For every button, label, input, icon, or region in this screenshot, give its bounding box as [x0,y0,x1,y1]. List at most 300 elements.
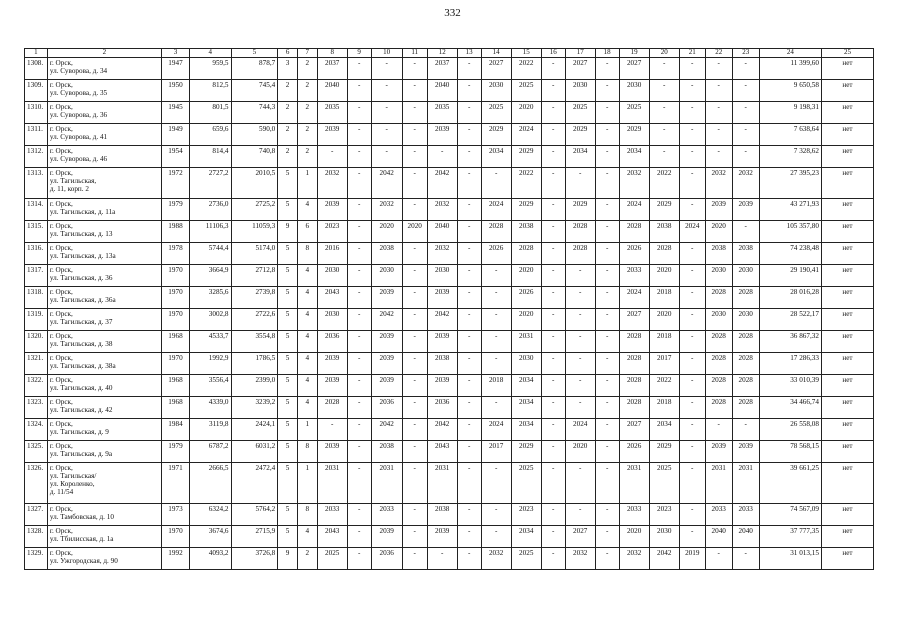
table-cell: 2040 [427,221,457,243]
table-cell: 2028 [649,243,679,265]
address-line: ул. Тагильская, д. 42 [49,406,113,415]
table-cell: 2019 [679,548,705,570]
table-cell: - [541,397,565,419]
table-cell: - [402,331,427,353]
table-cell: 2028 [705,353,732,375]
table-cell: 2028 [705,287,732,309]
column-header: 20 [649,49,679,58]
table-cell: нет [821,168,873,199]
table-cell: 2038 [427,353,457,375]
table-row [25,463,874,504]
table-cell: 2027 [565,58,595,80]
table-cell: - [457,463,481,504]
address-cell [47,309,161,331]
table-cell: 6324,2 [190,504,232,526]
table-cell: 11059,3 [231,221,278,243]
table-cell: 74 238,48 [759,243,821,265]
table-cell: 3726,8 [231,548,278,570]
table-cell: 1950 [161,80,189,102]
address-cell [47,146,161,168]
table-cell: 2032 [732,168,759,199]
table-cell: 4 [297,397,317,419]
address-line: д. 11, корп. 2 [49,185,89,194]
address-cell [47,265,161,287]
table-cell: нет [821,287,873,309]
table-cell: 5744,4 [190,243,232,265]
row-number: 1324. [25,419,48,441]
table-cell: 43 271,93 [759,199,821,221]
table-cell: 5 [278,353,298,375]
table-cell: 2039 [732,199,759,221]
address-cell [47,375,161,397]
column-header: 5 [231,49,278,58]
table-cell: - [347,287,371,309]
table-cell: 11 399,60 [759,58,821,80]
table-cell: 2022 [649,375,679,397]
row-number: 1309. [25,80,48,102]
table-cell: 4339,0 [190,397,232,419]
table-cell: - [679,80,705,102]
table-cell: - [595,463,619,504]
table-cell: 7 638,64 [759,124,821,146]
table-cell: 2038 [371,441,402,463]
table-cell: 33 010,39 [759,375,821,397]
table-cell: 659,6 [190,124,232,146]
table-cell: 3556,4 [190,375,232,397]
address-line: г. Орск, [49,442,73,450]
table-cell: 2030 [317,309,347,331]
address-cell [47,397,161,419]
table-cell: нет [821,441,873,463]
table-cell: 2028 [732,353,759,375]
table-cell: - [481,397,511,419]
table-cell: - [541,526,565,548]
table-cell: 878,7 [231,58,278,80]
table-cell: 4 [297,526,317,548]
table-cell: 5 [278,287,298,309]
table-row [25,199,874,221]
table-cell: 2039 [317,441,347,463]
table-cell: 2036 [371,397,402,419]
address-line: г. Орск, [49,147,73,155]
table-cell: 1971 [161,463,189,504]
address-line: г. Орск, [49,310,73,318]
table-cell: 2023 [511,504,541,526]
table-cell: - [541,353,565,375]
table-cell: 2024 [511,124,541,146]
table-row [25,309,874,331]
address-line: ул. Суворова, д. 36 [49,111,108,120]
table-body [25,58,874,570]
table-cell: 1968 [161,397,189,419]
table-cell: - [705,102,732,124]
table-cell: 5 [278,419,298,441]
table-cell: 5764,2 [231,504,278,526]
table-cell: - [679,199,705,221]
table-cell: 2025 [565,102,595,124]
table-cell: 2032 [565,548,595,570]
address-line: г. Орск, [49,354,73,362]
table-cell: - [457,265,481,287]
table-cell: - [317,146,347,168]
table-cell: 2042 [427,419,457,441]
table-cell: 2029 [565,199,595,221]
table-cell: - [732,102,759,124]
table-cell: - [732,548,759,570]
address-cell [47,331,161,353]
table-cell: 2030 [705,265,732,287]
table-cell: - [457,221,481,243]
address-line: г. Орск, [49,288,73,296]
table-cell: 2034 [619,146,649,168]
table-cell: - [595,243,619,265]
table-cell: 2034 [511,397,541,419]
table-cell: 2018 [649,331,679,353]
table-cell: 26 558,08 [759,419,821,441]
table-cell: 78 568,15 [759,441,821,463]
table-cell: 1970 [161,309,189,331]
table-cell: - [541,463,565,504]
table-cell: 28 522,17 [759,309,821,331]
table-row [25,504,874,526]
table-cell: - [347,124,371,146]
address-cell [47,199,161,221]
address-cell [47,124,161,146]
table-cell: - [402,80,427,102]
table-cell: 2042 [427,168,457,199]
table-cell: 2024 [481,419,511,441]
table-cell: - [541,58,565,80]
table-cell: - [565,463,595,504]
table-cell: - [402,463,427,504]
table-cell: - [679,441,705,463]
table-cell: 2032 [427,243,457,265]
table-cell: 2034 [511,419,541,441]
address-line: ул. Короленко, [49,480,95,489]
page-number: 332 [444,7,461,19]
table-cell: 2 [278,146,298,168]
table-cell: 812,5 [190,80,232,102]
table-cell: 2024 [565,419,595,441]
table-cell: 9 198,31 [759,102,821,124]
table-cell: 2017 [481,441,511,463]
table-cell: 2028 [565,221,595,243]
table-cell: - [595,419,619,441]
table-cell: 801,5 [190,102,232,124]
table-cell: 2025 [481,102,511,124]
address-cell [47,102,161,124]
column-header: 1 [25,49,48,58]
address-line: ул. Тагильская, д. 36а [49,296,116,305]
table-cell: 74 567,09 [759,504,821,526]
table-cell: нет [821,124,873,146]
table-cell: 2027 [619,58,649,80]
table-row [25,58,874,80]
table-cell: - [679,331,705,353]
table-cell: 2030 [565,80,595,102]
address-line: ул. Суворова, д. 35 [49,89,108,98]
column-header: 24 [759,49,821,58]
table-cell: 8 [297,243,317,265]
table-cell: 2024 [619,287,649,309]
row-number: 1320. [25,331,48,353]
table-cell: - [541,375,565,397]
table-cell: - [457,58,481,80]
table-cell: 2030 [371,265,402,287]
table-cell: 2031 [705,463,732,504]
address-line: г. Орск, [49,527,73,535]
column-header: 3 [161,49,189,58]
table-cell: нет [821,397,873,419]
table-cell: 2038 [371,243,402,265]
table-cell: - [457,102,481,124]
table-cell: - [595,168,619,199]
table-row [25,80,874,102]
address-line: г. Орск, [49,505,73,513]
table-cell: 2039 [427,124,457,146]
address-line: ул. Тбилисская, д. 1а [49,535,114,544]
table-cell: 31 013,15 [759,548,821,570]
table-cell: - [732,124,759,146]
address-cell [47,441,161,463]
table-cell: 1786,5 [231,353,278,375]
table-cell: - [402,526,427,548]
table-cell: 2028 [705,397,732,419]
table-cell: - [481,309,511,331]
table-cell: 5 [278,331,298,353]
table-cell: 1973 [161,504,189,526]
table-cell: - [541,441,565,463]
table-cell: 2399,0 [231,375,278,397]
table-cell: 2036 [427,397,457,419]
table-cell: 2037 [427,58,457,80]
table-row [25,331,874,353]
row-number: 1313. [25,168,48,199]
table-cell: - [595,548,619,570]
table-cell: 2 [278,102,298,124]
table-cell: - [402,124,427,146]
table-cell: 2029 [649,199,679,221]
table-cell: - [457,375,481,397]
table-cell: 2036 [317,331,347,353]
table-cell: - [565,397,595,419]
table-row [25,265,874,287]
table-cell: - [402,287,427,309]
table-cell: 4 [297,309,317,331]
row-number: 1321. [25,353,48,375]
table-cell: 2039 [317,353,347,375]
table-cell: 5 [278,243,298,265]
table-cell: 2025 [619,102,649,124]
row-number: 1308. [25,58,48,80]
table-cell: 2035 [427,102,457,124]
table-cell: 1979 [161,199,189,221]
address-line: ул. Тагильская, д. 38а [49,362,116,371]
table-cell: 8 [297,504,317,526]
table-cell: 7 328,62 [759,146,821,168]
table-cell: 2038 [732,243,759,265]
table-cell: 4 [297,353,317,375]
table-cell: 2028 [705,375,732,397]
table-cell: 1 [297,168,317,199]
table-cell: 2033 [619,265,649,287]
table-cell: 2715,9 [231,526,278,548]
table-cell: 2040 [427,80,457,102]
table-cell: 2 [297,80,317,102]
table-cell: 2039 [427,375,457,397]
table-cell: 2020 [649,265,679,287]
table-cell: - [317,419,347,441]
table-cell: - [541,419,565,441]
table-cell: 2031 [619,463,649,504]
table-cell: 2 [297,548,317,570]
table-cell: нет [821,353,873,375]
address-line: ул. Тагильская, д. 13а [49,252,116,261]
column-header: 21 [679,49,705,58]
address-line: ул. Ужгородская, д. 90 [49,557,118,566]
table-cell: - [347,309,371,331]
table-cell: - [402,243,427,265]
table-cell: нет [821,419,873,441]
table-cell: 2026 [619,243,649,265]
table-cell: 4533,7 [190,331,232,353]
table-cell: - [457,287,481,309]
table-cell: - [541,331,565,353]
table-cell: 2020 [705,221,732,243]
table-cell: 1992,9 [190,353,232,375]
table-row [25,441,874,463]
table-cell: 2028 [317,397,347,419]
table-cell: нет [821,504,873,526]
table-cell: - [371,124,402,146]
table-cell: 2043 [317,526,347,548]
table-cell: - [705,548,732,570]
table-cell: 1945 [161,102,189,124]
table-cell: - [705,419,732,441]
table-cell: 2038 [705,243,732,265]
table-cell: 2025 [649,463,679,504]
table-cell: 2042 [371,419,402,441]
table-cell: - [649,124,679,146]
row-number: 1328. [25,526,48,548]
table-cell: 2028 [732,331,759,353]
table-cell: - [402,353,427,375]
table-row [25,375,874,397]
table-cell: 5 [278,265,298,287]
address-line: г. Орск, [49,81,73,89]
table-cell: 2034 [481,146,511,168]
table-cell: - [595,526,619,548]
table-cell: нет [821,146,873,168]
table-cell: - [679,168,705,199]
table-cell: 2031 [511,331,541,353]
table-cell: 29 190,41 [759,265,821,287]
table-cell: нет [821,309,873,331]
table-cell: 2040 [732,526,759,548]
table-cell: 2028 [619,331,649,353]
table-cell: 814,4 [190,146,232,168]
table-cell: - [679,375,705,397]
table-row [25,287,874,309]
table-cell: нет [821,526,873,548]
table-cell: - [565,331,595,353]
table-cell: - [595,199,619,221]
table-cell: - [705,124,732,146]
row-number: 1317. [25,265,48,287]
table-cell: - [595,80,619,102]
table-cell: - [565,353,595,375]
table-cell: 2 [297,58,317,80]
table-cell: 2736,0 [190,199,232,221]
table-cell: 2039 [371,331,402,353]
table-cell: - [347,463,371,504]
table-cell: 2020 [511,265,541,287]
table-cell: 2022 [511,168,541,199]
address-line: г. Орск, [49,464,73,472]
table-cell: 39 661,25 [759,463,821,504]
column-header: 6 [278,49,298,58]
table-cell: 3554,8 [231,331,278,353]
table-cell: - [402,102,427,124]
table-cell: 2018 [649,397,679,419]
table-cell: - [595,309,619,331]
column-header: 8 [317,49,347,58]
table-cell: 2032 [705,168,732,199]
table-cell: нет [821,80,873,102]
table-cell: 2039 [317,124,347,146]
table-cell: 2034 [511,375,541,397]
table-cell: - [732,80,759,102]
table-cell: 6031,2 [231,441,278,463]
row-number: 1316. [25,243,48,265]
table-cell: - [402,375,427,397]
table-cell: 34 466,74 [759,397,821,419]
table-cell: - [457,309,481,331]
table-cell: 2026 [481,243,511,265]
table-cell: 2 [278,80,298,102]
table-cell: 1978 [161,243,189,265]
table-cell: - [679,309,705,331]
row-number: 1311. [25,124,48,146]
address-cell [47,419,161,441]
table-cell: 2020 [371,221,402,243]
table-cell: 3664,9 [190,265,232,287]
table-cell: - [402,419,427,441]
table-cell: - [595,124,619,146]
table-row [25,419,874,441]
table-cell: 2017 [649,353,679,375]
table-cell: - [595,58,619,80]
table-cell: 2038 [511,221,541,243]
column-header: 10 [371,49,402,58]
row-number: 1318. [25,287,48,309]
table-cell: - [371,146,402,168]
table-cell: - [679,287,705,309]
address-line: ул. Тагильская, [49,177,97,186]
table-cell: 2032 [317,168,347,199]
table-cell: - [427,146,457,168]
address-cell [47,526,161,548]
table-cell: - [705,146,732,168]
table-cell: 2025 [317,548,347,570]
table-cell: 2040 [705,526,732,548]
table-cell: 2028 [565,243,595,265]
table-cell: 2032 [371,199,402,221]
column-header: 12 [427,49,457,58]
table-cell: 5 [278,463,298,504]
table-cell: 2023 [317,221,347,243]
table-cell: - [481,463,511,504]
